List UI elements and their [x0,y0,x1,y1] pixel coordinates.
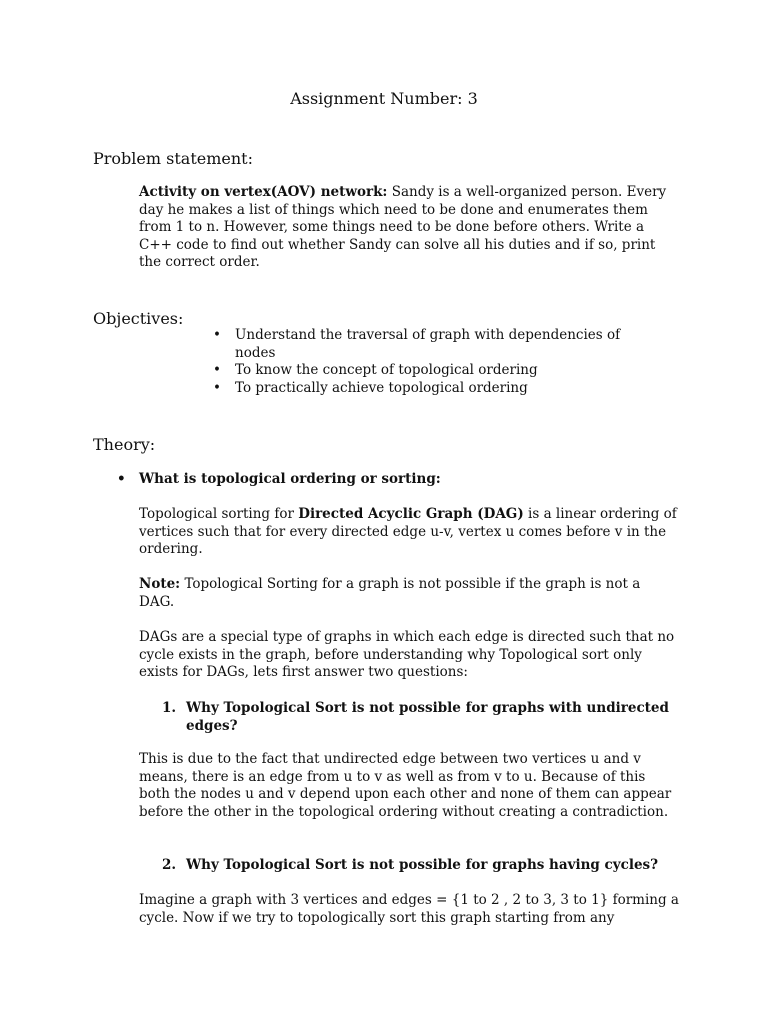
theory-bullet-item: • What is topological ordering or sorting: [117,471,441,487]
bullet-icon: • [117,471,126,487]
question-2-number: 2. [162,857,177,873]
bullet-icon: • [213,327,221,343]
theory-note: Note: Topological Sorting for a graph is not possible if the graph is not a DAG. [139,576,641,610]
objective-item: • To practically achieve topological ordering [213,379,528,396]
bullet-icon: • [213,379,221,396]
dag-term: Directed Acyclic Graph (DAG) [298,506,524,522]
problem-lead: Activity on vertex(AOV) network: [139,184,388,200]
objective-item: • Understand the traversal of graph with dependencies of nodes [213,327,621,361]
theory-paragraph-3: This is due to the fact that undirected edge between two vertices u and v means, there is an edge from u to v as well as from v to u. Because of this both the nodes u and v depend upon each other and none of them can appear before the other in the topological ordering without creating a contradiction. [139,751,672,820]
question-1-number: 1. [162,700,177,716]
question-1-heading: 1. Why Topological Sort is not possible for graphs with undirected edges? [162,700,669,734]
problem-body: Sandy is a well-organized person. Every day he makes a list of things which need to be done and enumerates them from 1 to n. However, some things need to be done before others. Write a C++ code to find out whether Sandy can solve all his duties and if so, print the correct order. [139,184,667,271]
problem-statement-heading: Problem statement: [93,149,253,168]
problem-statement-text [139,184,679,272]
note-label: Note: [139,576,181,592]
theory-bullet-list [117,471,637,489]
objectives-heading: Objectives: [93,309,184,328]
theory-paragraph-1: Topological sorting for Directed Acyclic Graph (DAG) is a linear ordering of vertices such that for every directed edge u-v, vertex u comes before v in the ordering. [139,506,677,558]
objective-item: • To know the concept of topological ordering [213,362,538,379]
theory-heading: Theory: [93,435,156,454]
page-title: Assignment Number: 3 [290,89,478,108]
question-2-heading: 2. Why Topological Sort is not possible for graphs having cycles? [162,857,659,873]
theory-paragraph-4: Imagine a graph with 3 vertices and edges = {1 to 2 , 2 to 3, 3 to 1} forming a cycle. Now if we try to topologically sort this graph starting from any [139,892,679,926]
bullet-icon: • [213,362,221,379]
objectives-list [213,327,653,397]
theory-paragraph-2: DAGs are a special type of graphs in which each edge is directed such that no cycle exists in the graph, before understanding why Topological sort only exists for DAGs, lets first answer two questions: [139,629,675,681]
